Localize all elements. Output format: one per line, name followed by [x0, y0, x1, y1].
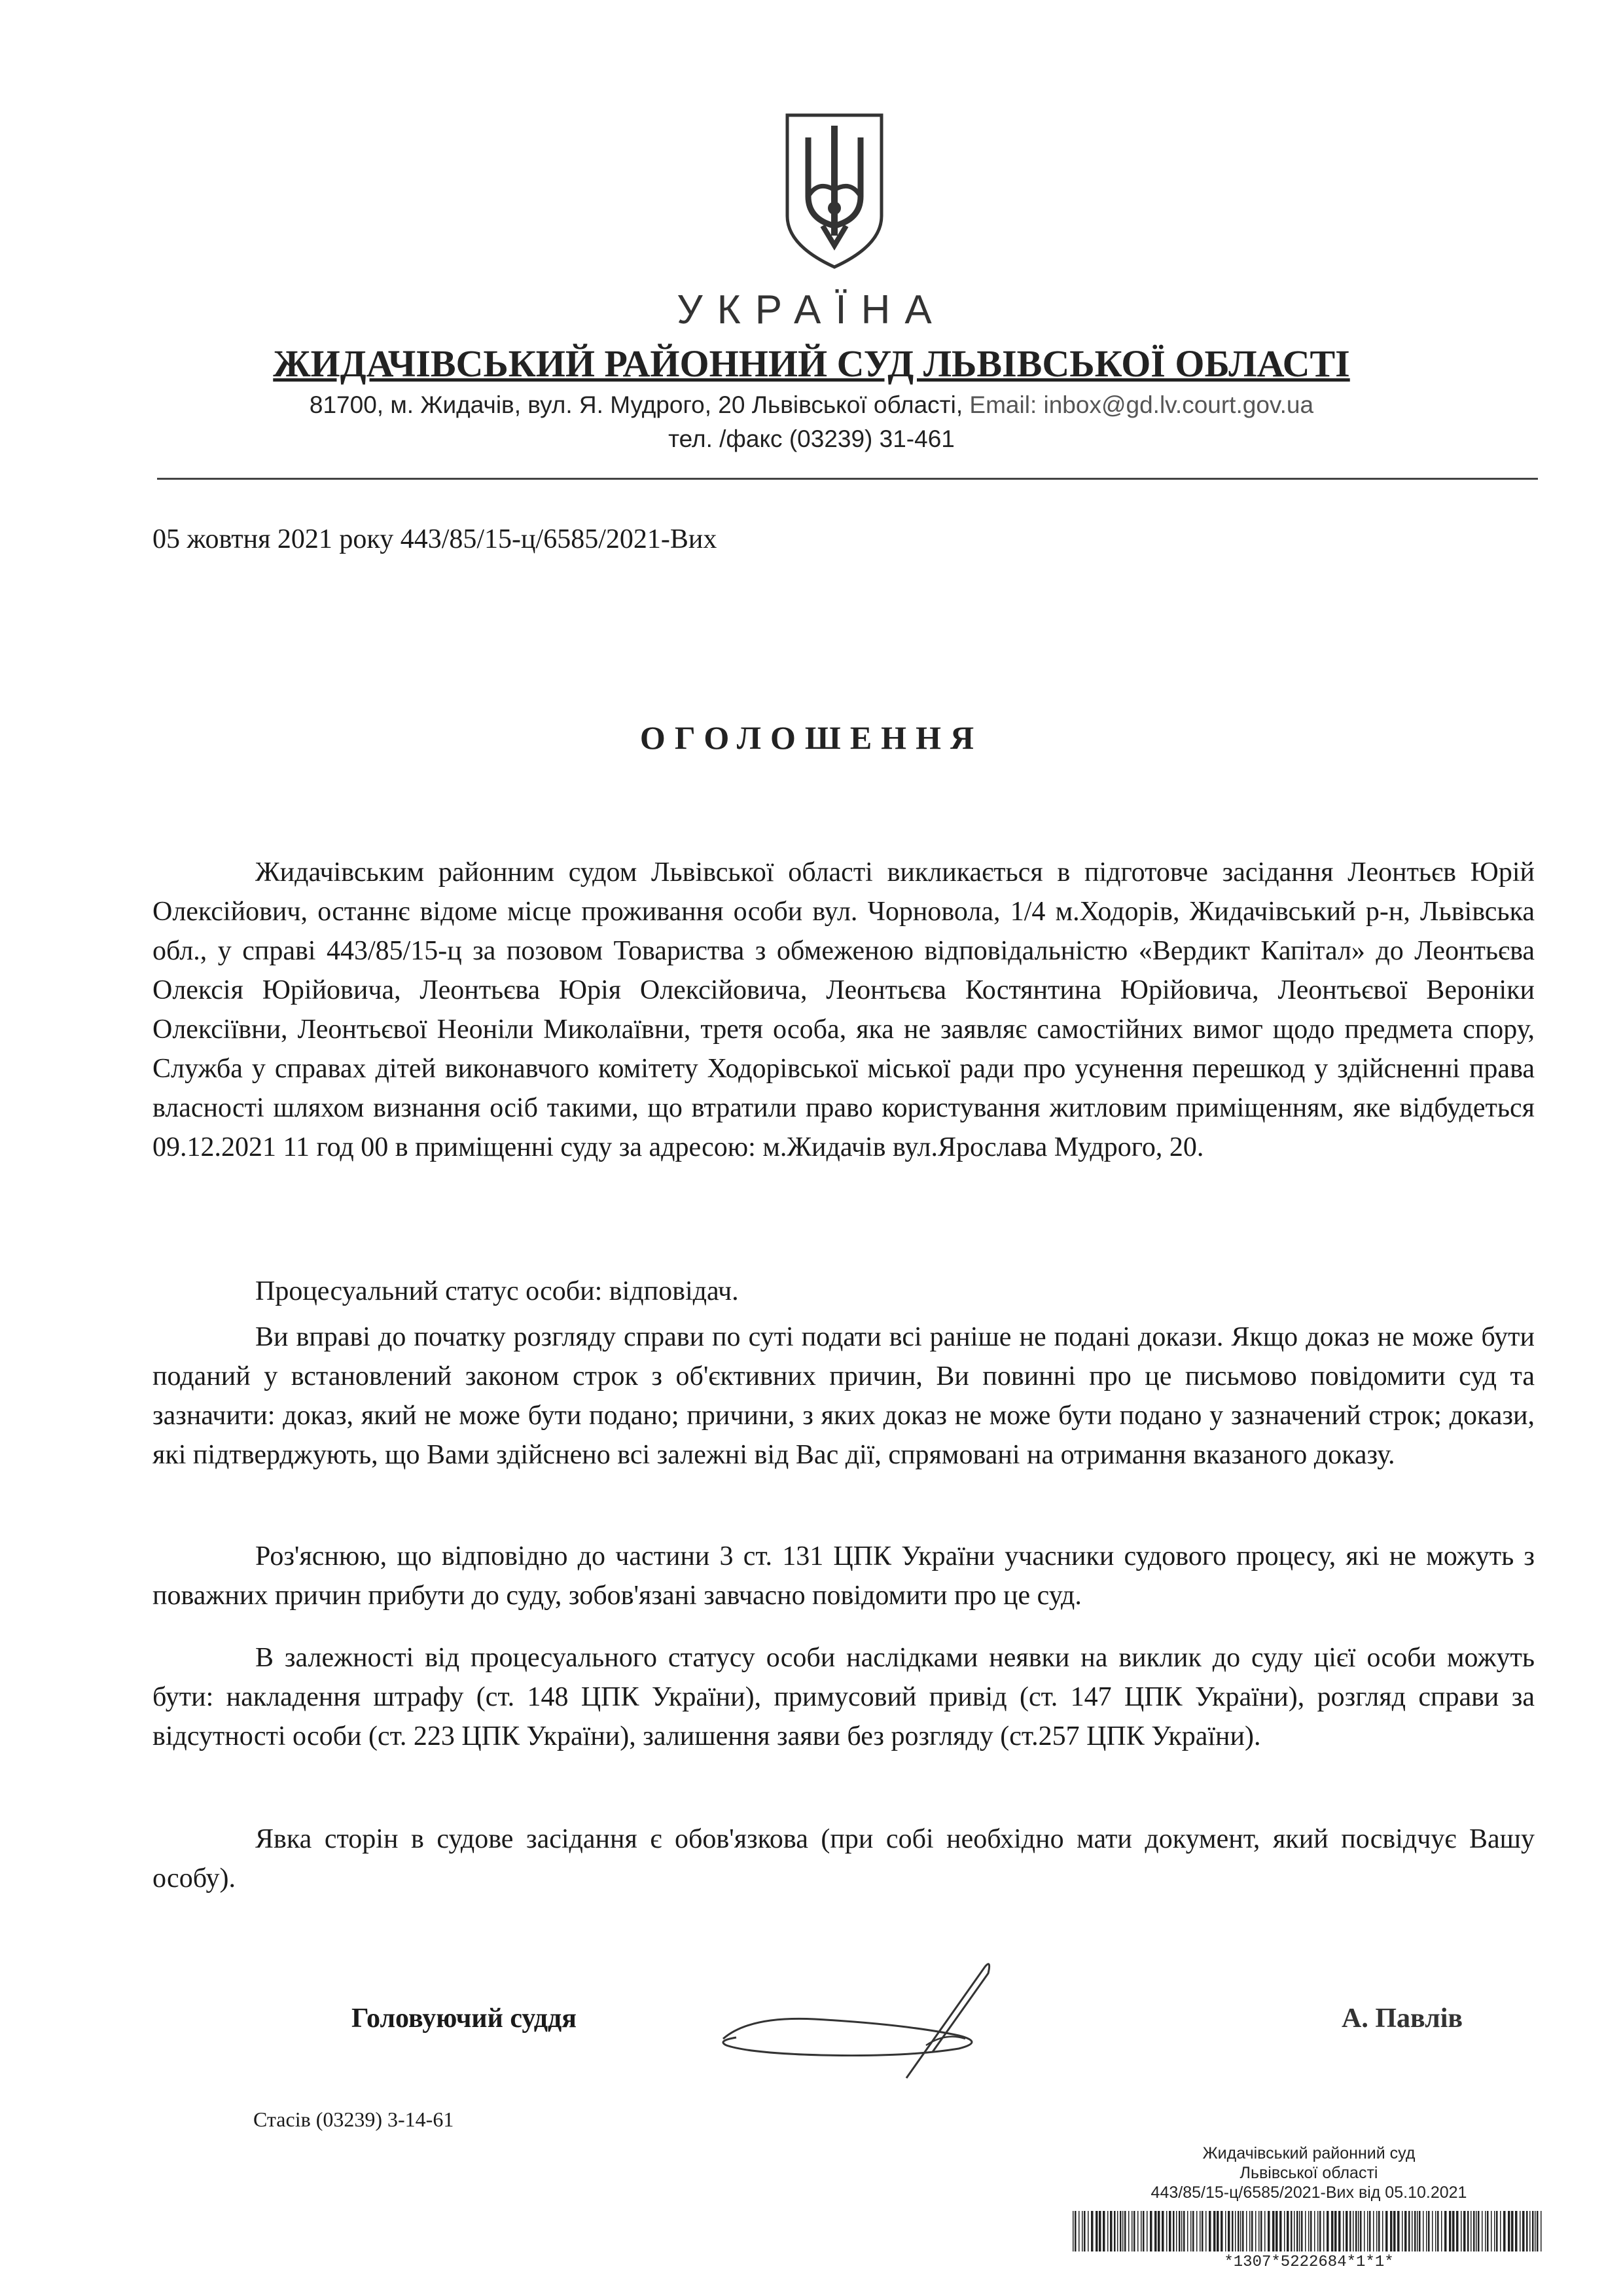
paragraph-consequences: В залежності від процесуального статусу особи наслідками неявки на виклик до суду цієї особи можуть бути: накладення штрафу (ст. 148 ЦПК України), примусовий привід (ст. 147 ЦПК України), розгляд справи за відсутності особи (ст. 223 ЦПК України), залишення заяви без розгляду (ст.257 ЦПК України). [152, 1643, 1535, 1751]
court-email: Email: inbox@gd.lv.court.gov.ua [969, 391, 1314, 418]
header-divider [157, 478, 1538, 480]
country-heading: УКРАЇНА [677, 287, 946, 332]
registration-stamp [1073, 2144, 1544, 2202]
paragraph-status: Процесуальний статус особи: відповідач. [255, 1276, 739, 1306]
executor-contact: Стасів (03239) 3-14-61 [253, 2108, 454, 2131]
paragraph-notice: Роз'яснюю, що відповідно до частини 3 ст. 131 ЦПК України учасники судового процесу, які не можуть з поважних причин прибути до суду, зобов'язані завчасно повідомити про це суд. [152, 1541, 1535, 1611]
paragraph-evidence: Ви вправі до початку розгляду справи по суті подати всі раніше не подані докази. Якщо доказ не може бути поданий у встановлений законом строк з об'єктивних причин, Ви повинні про це письмово повідомити суд та зазначити: доказ, який не може бути подано; причини, з яких доказ не може бути подано у зазначений строк; докази, які підтверджують, що Вами здійснено всі залежні від Вас дії, спрямовані на отримання вказаного доказу. [152, 1322, 1535, 1470]
court-address [0, 391, 1623, 419]
court-name: ЖИДАЧІВСЬКИЙ РАЙОННИЙ СУД ЛЬВІВСЬКОЇ ОБЛАСТІ [273, 342, 1350, 385]
stamp-court-name: Жидачівський районний суд [1202, 2144, 1416, 2162]
judge-title: Головуючий суддя [351, 2003, 577, 2034]
document-date-reference: 05 жовтня 2021 року 443/85/15-ц/6585/2021-Вих [152, 524, 717, 554]
stamp-region: Львівської області [1240, 2164, 1378, 2182]
stamp-outgoing-number: 443/85/15-ц/6585/2021-Вих від 05.10.2021 [1150, 2183, 1467, 2202]
judge-name: А. Павлів [1342, 2003, 1463, 2034]
court-phone: тел. /факс (03239) 31-461 [668, 425, 955, 452]
paragraph-attendance: Явка сторін в судове засідання є обов'язкова (при собі необхідно мати документ, який посвідчує Вашу особу). [152, 1824, 1535, 1893]
handwritten-signature-icon [710, 1954, 1011, 2085]
address-text: 81700, м. Жидачів, вул. Я. Мудрого, 20 Львівської області, [309, 391, 963, 418]
paragraph-summons: Жидачівським районним судом Львівської області викликається в підготовче засідання Леонтьєв Юрій Олексійович, останнє відоме місце проживання особи вул. Чорновола, 1/4 м.Ходорів, Жидачівський р-н, Львівська обл., у справі 443/85/15-ц за позовом Товариства з обмеженою відповідальністю «Вердикт Капітал» до Леонтьєва Олексія Юрійовича, Леонтьєва Юрія Олексійовича, Леонтьєва Костянтина Юрійовича, Леонтьєвої Вероніки Олексіївни, Леонтьєвої Неоніли Миколаївни, третя особа, яка не заявляє самостійних вимог щодо предмета спору, Служба у справах дітей виконавчого комітету Ходорівської міської ради про усунення перешкод у здійсненні права власності шляхом визнання осіб такими, що втратили право користування житловим приміщенням, яке відбудеться 09.12.2021 11 год 00 в приміщенні суду за адресою: м.Жидачів вул.Ярослава Мудрого, 20. [152, 857, 1535, 1162]
document-title: ОГОЛОШЕННЯ [639, 719, 984, 756]
barcode-text: *1307*5222684*1*1* [1224, 2253, 1394, 2271]
trident-emblem-icon [782, 111, 887, 272]
barcode-icon [1070, 2211, 1548, 2251]
